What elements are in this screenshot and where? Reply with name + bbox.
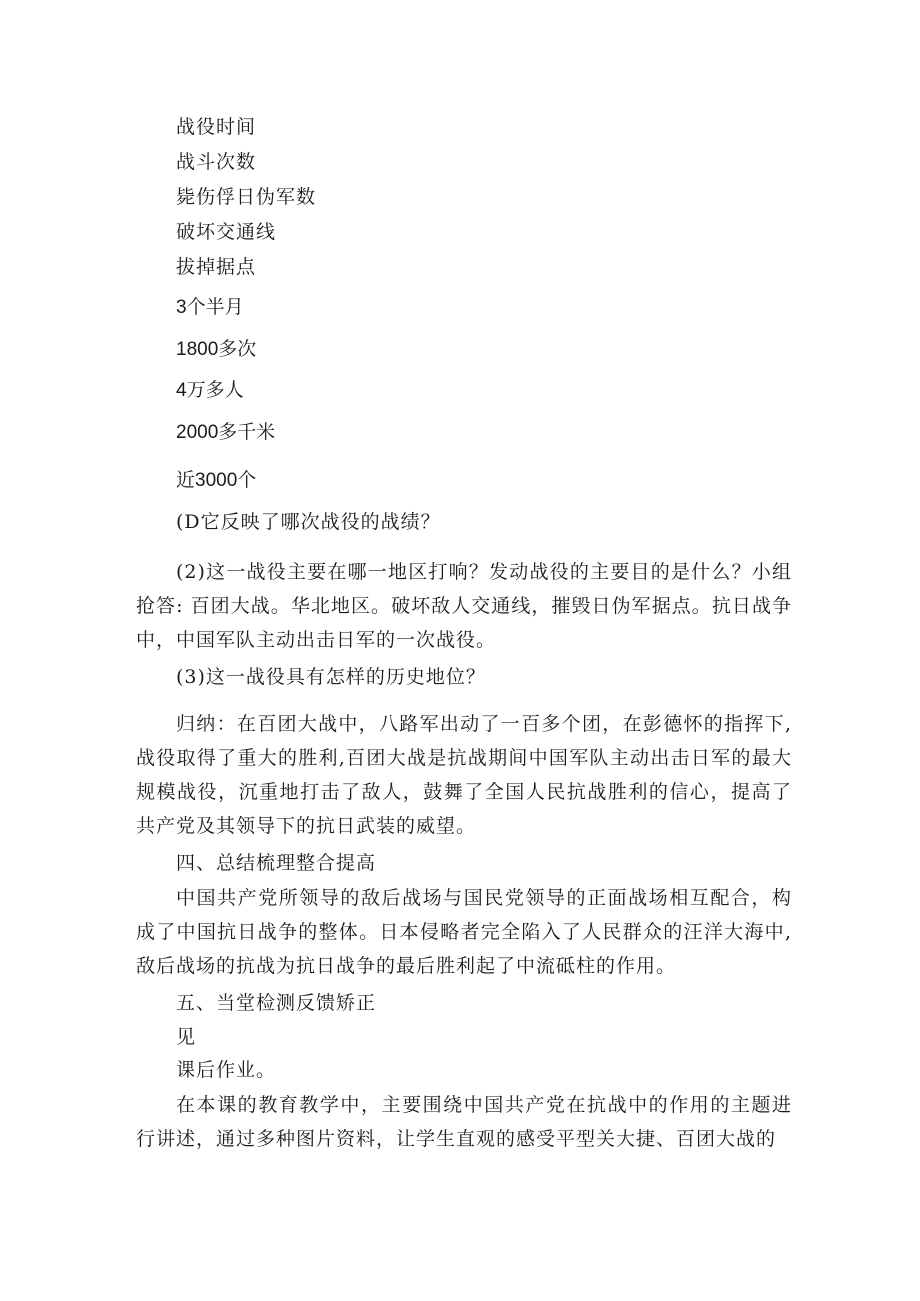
section-5-heading: 五、当堂检测反馈矫正 — [176, 992, 377, 1014]
section-4-paragraph: 中国共产党所领导的敌后战场与国民党领导的正面战场相互配合，构成了中国抗日战争的整体。日本侵略者完全陷入了人民群众的汪洋大海中,敌后战场的抗战为抗日战争的最后胜利起了中流砥柱的作用。 — [136, 887, 792, 977]
value-battle-time: 3个半月 — [176, 297, 244, 318]
label-casualties: 毙伤俘日伪军数 — [176, 186, 317, 208]
summary-paragraph: 归纳：在百团大战中，八路军出动了一百多个团，在彭德怀的指挥下,战役取得了重大的胜利,百团大战是抗战期间中国军队主动出击日军的最大规模战役，沉重地打击了敌人，鼓舞了全国人民抗战胜利的信心，提高了共产党及其领导下的抗日武装的威望。 — [136, 713, 792, 837]
label-transport-lines: 破坏交通线 — [176, 221, 277, 243]
label-battle-count: 战斗次数 — [176, 151, 257, 173]
question-3: (3)这一战役具有怎样的历史地位？ — [176, 666, 486, 688]
value-strongholds: 近3000个 — [176, 470, 257, 491]
section-5-line-2: 课后作业。 — [176, 1059, 277, 1081]
value-casualties: 4万多人 — [176, 380, 244, 401]
question-2: (2)这一战役主要在哪一地区打响？发动战役的主要目的是什么？小组抢答: 百团大战。华北地区。破坏敌人交通线，摧毁日伪军据点。抗日战争中，中国军队主动出击日军的一次战役。 — [136, 561, 792, 651]
section-4-heading: 四、总结梳理整合提高 — [176, 852, 377, 874]
question-1: (D它反映了哪次战役的战绩？ — [176, 511, 441, 533]
label-battle-time: 战役时间 — [176, 116, 257, 138]
value-transport-lines: 2000多千米 — [176, 422, 276, 443]
reflection-paragraph: 在本课的教育教学中，主要围绕中国共产党在抗战中的作用的主题进行讲述，通过多种图片资料，让学生直观的感受平型关大捷、百团大战的 — [136, 1094, 792, 1150]
section-5-line-1: 见 — [176, 1026, 197, 1048]
label-strongholds: 拔掉据点 — [176, 256, 257, 278]
value-battle-count: 1800多次 — [176, 339, 257, 360]
